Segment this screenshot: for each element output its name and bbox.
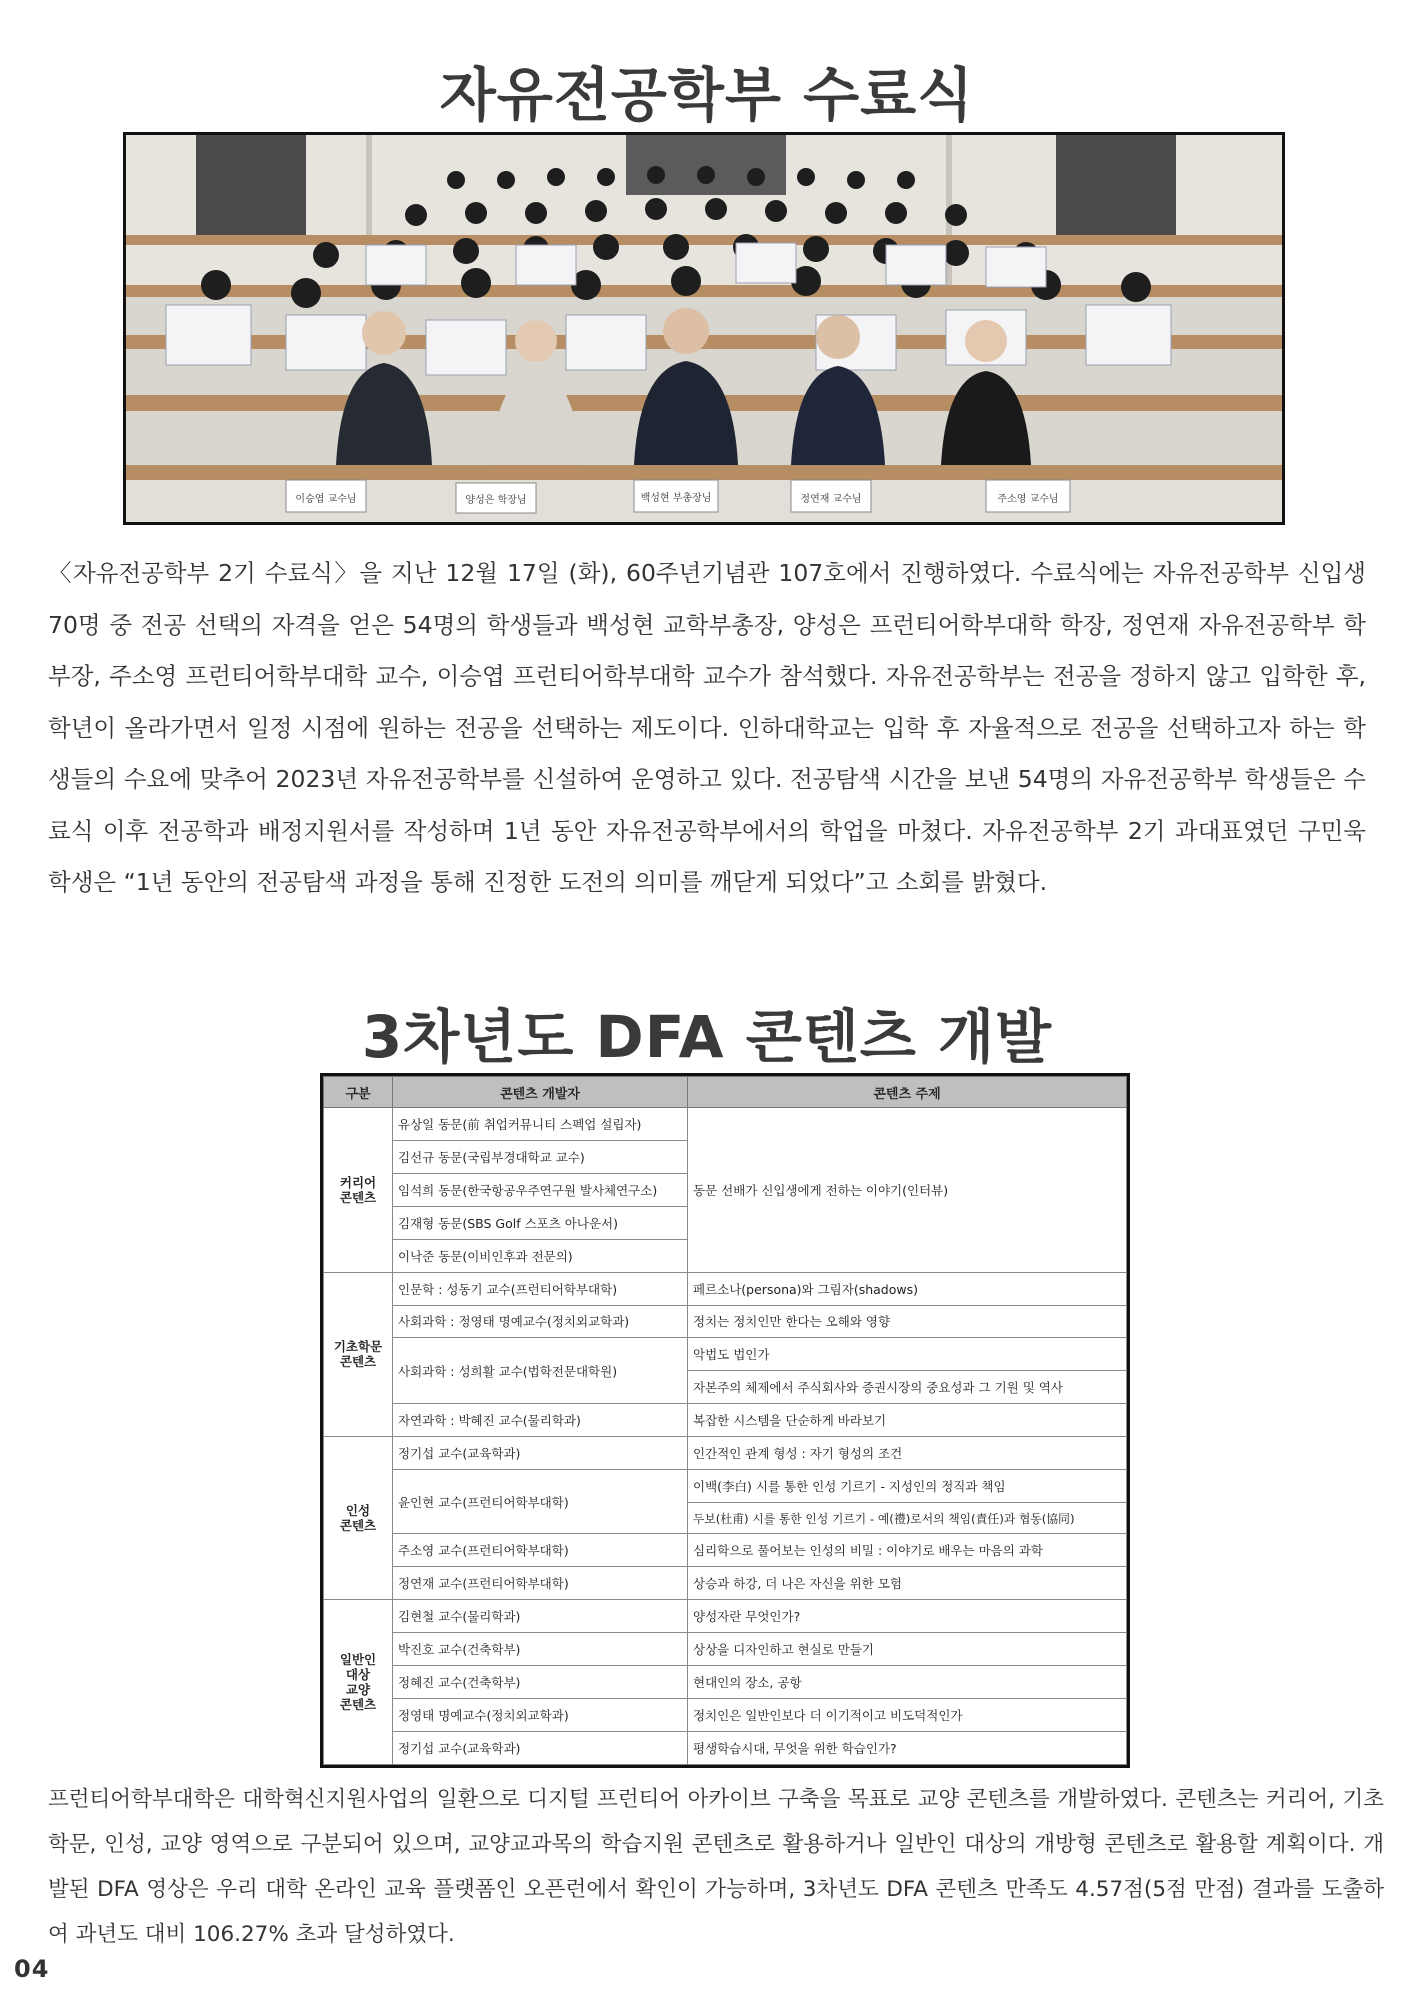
table-row [324, 1665, 1127, 1698]
ceremony-photo [123, 132, 1285, 525]
developer-cell: 인문학 : 성동기 교수(프런티어학부대학) [393, 1272, 688, 1305]
developer-cell: 사회과학 : 정영태 명예교수(정치외교학과) [393, 1305, 688, 1338]
graduation-paragraph: 〈자유전공학부 2기 수료식〉을 지난 12월 17일 (화), 60주년기념관 107호에서 진행하였다. 수료식에는 자유전공학부 신입생 70명 중 전공 선택의 자격을 얻은 54명의 학생들과 백성현 교학부총장, 양성은 프런티어학부대학 학장, 정연재 자유전공학부 학부장, 주소영 프런티어학부대학 교수, 이승엽 프런티어학부대학 교수가 참석했다. 자유전공학부는 전공을 정하지 않고 입학한 후, 학년이 올라가면서 일정 시점에 원하는 전공을 선택하는 제도이다. 인하대학교는 입학 후 자율적으로 전공을 선택하고자 하는 학생들의 수요에 맞추어 2023년 자유전공학부를 신설하여 운영하고 있다. 전공탐색 시간을 보낸 54명의 자유전공학부 학생들은 수료식 이후 전공학과 배정지원서를 작성하며 1년 동안 자유전공학부에서의 학업을 마쳤다. 자유전공학부 2기 과대표였던 구민욱 학생은 “1년 동안의 전공탐색 과정을 통해 진정한 도전의 의미를 깨닫게 되었다”고 소회를 밝혔다. [48, 559, 1366, 896]
developer-cell: 자연과학 : 박혜진 교수(물리학과) [393, 1404, 688, 1437]
table-row [324, 1108, 1127, 1141]
topic-cell: 이백(李白) 시를 통한 인성 기르기 - 지성인의 정직과 책임 [688, 1470, 1127, 1503]
table-row [324, 1698, 1127, 1731]
page-number: 04 [14, 1955, 50, 1983]
developer-cell: 주소영 교수(프런티어학부대학) [393, 1534, 688, 1567]
developer-cell: 임석희 동문(한국항공우주연구원 발사체연구소) [393, 1173, 688, 1206]
table-row [324, 1272, 1127, 1305]
category-general: 일반인 대상 교양 콘텐츠 [324, 1600, 393, 1765]
topic-cell: 동문 선배가 신입생에게 전하는 이야기(인터뷰) [688, 1108, 1127, 1273]
table-row [324, 1437, 1127, 1470]
name-plate-2: 양성은 학장님 [465, 495, 527, 506]
developer-cell: 정연재 교수(프런티어학부대학) [393, 1567, 688, 1600]
topic-cell: 악법도 법인가 [688, 1338, 1127, 1371]
name-plate-4: 정연재 교수님 [800, 494, 862, 505]
developer-cell: 유상일 동문(前 취업커뮤니티 스펙업 설립자) [393, 1108, 688, 1141]
table-row [324, 1404, 1127, 1437]
dfa-paragraph: 프런티어학부대학은 대학혁신지원사업의 일환으로 디지털 프런티어 아카이브 구축을 목표로 교양 콘텐츠를 개발하였다. 콘텐츠는 커리어, 기초학문, 인성, 교양 영역으로 구분되어 있으며, 교양교과목의 학습지원 콘텐츠로 활용하거나 일반인 대상의 개방형 콘텐츠로 활용할 계획이다. 개발된 DFA 영상은 우리 대학 온라인 교육 플랫폼인 오픈런에서 확인이 가능하며, 3차년도 DFA 콘텐츠 만족도 4.57점(5점 만점) 결과를 도출하여 과년도 대비 106.27% 초과 달성하였다. [48, 1787, 1384, 1947]
name-plate-3: 백성현 부총장님 [640, 493, 712, 504]
developer-cell: 사회과학 : 성희활 교수(법학전문대학원) [393, 1338, 688, 1404]
topic-cell: 페르소나(persona)와 그림자(shadows) [688, 1272, 1127, 1305]
topic-cell: 두보(杜甫) 시를 통한 인성 기르기 - 예(禮)로서의 책임(責任)과 협동(協同) [688, 1503, 1127, 1534]
developer-cell: 김현철 교수(물리학과) [393, 1600, 688, 1633]
section-title-graduation: 자유전공학부 수료식 [439, 61, 975, 129]
developer-cell: 정기섭 교수(교육학과) [393, 1437, 688, 1470]
topic-cell: 양성자란 무엇인가? [688, 1600, 1127, 1633]
developer-cell: 정영태 명예교수(정치외교학과) [393, 1698, 688, 1731]
header-topic: 콘텐츠 주제 [688, 1077, 1127, 1108]
developer-cell: 박진호 교수(건축학부) [393, 1633, 688, 1666]
table-row [324, 1338, 1127, 1371]
category-basic: 기초학문 콘텐츠 [324, 1272, 393, 1437]
developer-cell: 김선규 동문(국립부경대학교 교수) [393, 1140, 688, 1173]
category-character: 인성 콘텐츠 [324, 1437, 393, 1600]
table-row [324, 1470, 1127, 1503]
developer-cell: 정기섭 교수(교육학과) [393, 1731, 688, 1764]
topic-cell: 상승과 하강, 더 나은 자신을 위한 모험 [688, 1567, 1127, 1600]
table-row [324, 1731, 1127, 1764]
topic-cell: 자본주의 체제에서 주식회사와 증권시장의 중요성과 그 기원 및 역사 [688, 1371, 1127, 1404]
developer-cell: 정혜진 교수(건축학부) [393, 1665, 688, 1698]
table-row [324, 1633, 1127, 1666]
name-plate-1: 이승엽 교수님 [295, 494, 357, 505]
table-row [324, 1305, 1127, 1338]
developer-cell: 윤인현 교수(프런티어학부대학) [393, 1470, 688, 1534]
dfa-content-table [320, 1073, 1130, 1768]
header-developer: 콘텐츠 개발자 [393, 1077, 688, 1108]
header-category: 구분 [324, 1077, 393, 1108]
table-header-row [324, 1077, 1127, 1108]
topic-cell: 인간적인 관계 형성 : 자기 형성의 조건 [688, 1437, 1127, 1470]
topic-cell: 복잡한 시스템을 단순하게 바라보기 [688, 1404, 1127, 1437]
topic-cell: 현대인의 장소, 공항 [688, 1665, 1127, 1698]
topic-cell: 평생학습시대, 무엇을 위한 학습인가? [688, 1731, 1127, 1764]
table-row [324, 1600, 1127, 1633]
name-plate-5: 주소영 교수님 [997, 494, 1059, 505]
topic-cell: 정치인은 일반인보다 더 이기적이고 비도덕적인가 [688, 1698, 1127, 1731]
table-row [324, 1567, 1127, 1600]
developer-cell: 이낙준 동문(이비인후과 전문의) [393, 1239, 688, 1272]
developer-cell: 김재형 동문(SBS Golf 스포츠 아나운서) [393, 1206, 688, 1239]
topic-cell: 정치는 정치인만 한다는 오해와 영향 [688, 1305, 1127, 1338]
topic-cell: 심리학으로 풀어보는 인성의 비밀 : 이야기로 배우는 마음의 과학 [688, 1534, 1127, 1567]
category-career: 커리어 콘텐츠 [324, 1108, 393, 1273]
topic-cell: 상상을 디자인하고 현실로 만들기 [688, 1633, 1127, 1666]
section-title-dfa: 3차년도 DFA 콘텐츠 개발 [361, 1003, 1053, 1071]
table-row [324, 1534, 1127, 1567]
